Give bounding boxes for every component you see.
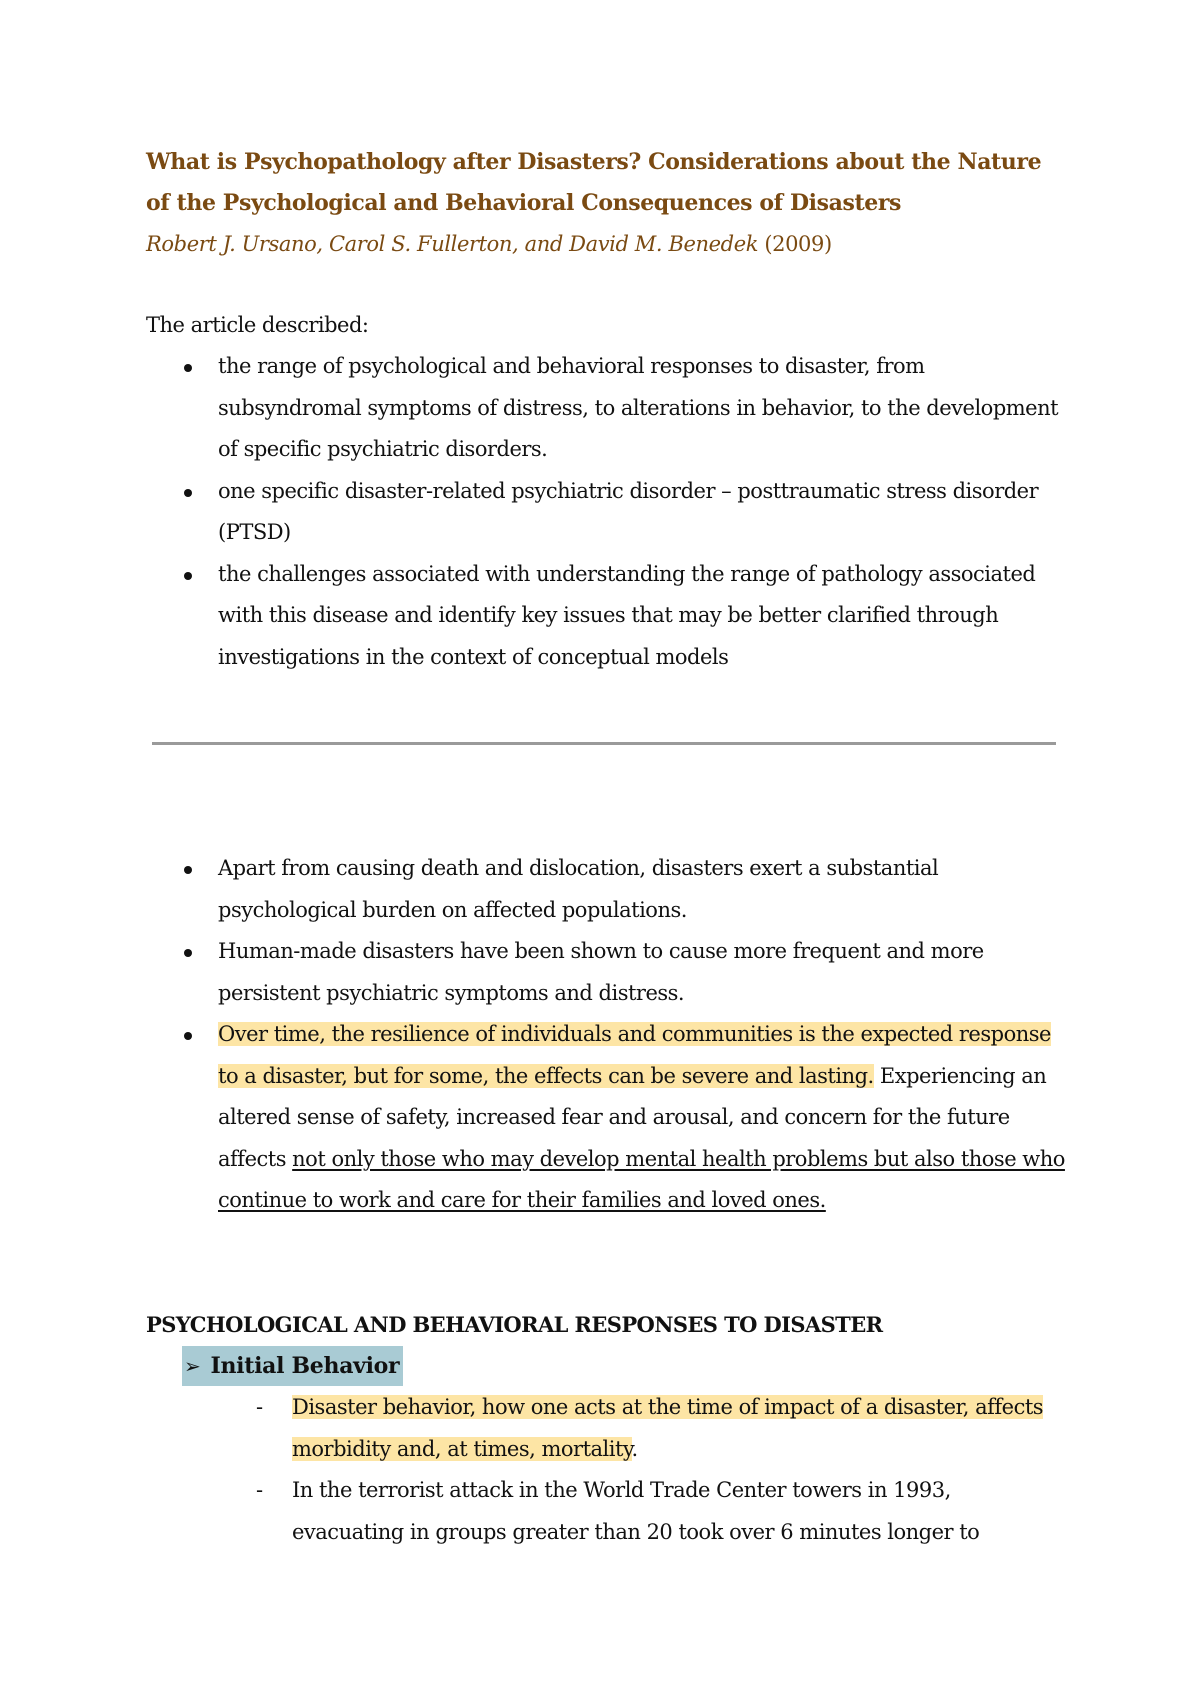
- horizontal-divider: [152, 742, 1056, 745]
- author-names: Robert J. Ursano, Carol S. Fullerton, and David M. Benedek: [146, 232, 759, 256]
- underlined-text: not only those who may develop mental health problems but also those who continue to work and care for their families and loved ones.: [218, 1146, 1065, 1212]
- bullet-text: Human-made disasters have been shown to cause more frequent and more persistent psychiatric symptoms and distress.: [218, 939, 984, 1005]
- bullet-text: Apart from causing death and dislocation, disasters exert a substantial psychological burden on affected populations.: [218, 856, 939, 922]
- list-item: [146, 931, 1066, 1014]
- summary-bullet-list: [146, 848, 1066, 1222]
- list-item: [146, 1470, 1066, 1553]
- subheading-label: Initial Behavior: [210, 1353, 400, 1379]
- subheading: [182, 1346, 403, 1386]
- list-item: the challenges associated with understanding the range of pathology associated with this disease and identify key issues that may be better clarified through investigations in the context of conceptual models: [146, 554, 1066, 679]
- list-item: [146, 1014, 1066, 1222]
- author-line: [146, 224, 832, 264]
- list-item: [146, 848, 1066, 931]
- dash-marker: -: [256, 1395, 263, 1419]
- intro-lead: The article described:: [146, 313, 369, 337]
- document-title: What is Psychopathology after Disasters? Considerations about the Nature of the Psychological and Behavioral Consequences of Disasters: [146, 149, 1042, 216]
- arrow-bullet-icon: ➢: [184, 1354, 201, 1378]
- highlighted-text: Disaster behavior, how one acts at the time of impact of a disaster, affects morbidity and, at times, mortality: [292, 1395, 1044, 1461]
- publication-year: (2009): [764, 232, 832, 256]
- bullet-text: In the terrorist attack in the World Trade Center towers in 1993, evacuating in groups greater than 20 took over 6 minutes longer to: [292, 1478, 980, 1544]
- bullet-text: .: [631, 1436, 638, 1461]
- list-item: one specific disaster-related psychiatric disorder – posttraumatic stress disorder (PTSD): [146, 471, 1066, 554]
- intro-bullet-list: [146, 346, 1066, 678]
- list-item: the range of psychological and behavioral responses to disaster, from subsyndromal symptoms of distress, to alterations in behavior, to the development of specific psychiatric disorders.: [146, 346, 1066, 471]
- highlighted-text: Over time, the resilience of individuals and communities is the expected response to a disaster, but for some, the effects can be severe and lasting.: [218, 1022, 1051, 1088]
- list-item: [146, 1387, 1066, 1470]
- bullet-text: Experiencing an altered sense of safety, increased fear and arousal, and concern for the future affects: [218, 1063, 1047, 1171]
- section-heading: PSYCHOLOGICAL AND BEHAVIORAL RESPONSES TO DISASTER: [146, 1312, 883, 1337]
- dash-list: [146, 1387, 1066, 1553]
- dash-marker: -: [256, 1478, 263, 1502]
